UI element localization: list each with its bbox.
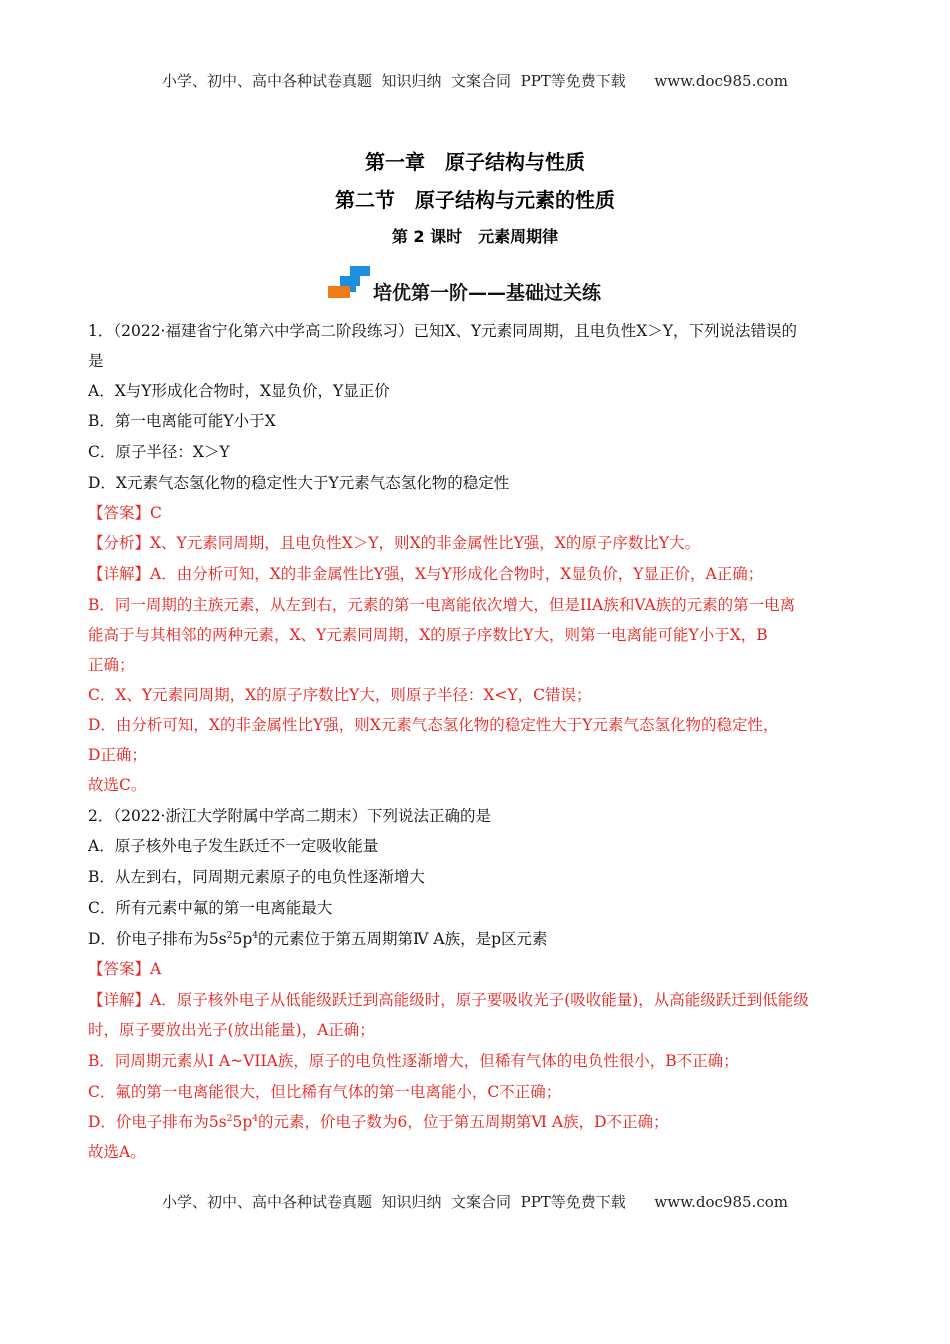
q2-detail5-mid: 5p xyxy=(232,1113,253,1131)
practice-section-title: 培优第一阶——基础过关练 xyxy=(373,282,602,304)
q1-detail-line7: D正确； xyxy=(88,746,147,764)
q2-option-a: A．原子核外电子发生跃迁不一定吸收能量 xyxy=(88,837,379,855)
q2-detail5-sup1: 2 xyxy=(226,1113,233,1124)
practice-section-heading xyxy=(326,266,646,302)
q1-option-a: A．X与Y形成化合物时，X显负价，Y显正价 xyxy=(88,382,390,400)
q2-conclusion: 故选A。 xyxy=(88,1143,146,1161)
header-banner: 小学、初中、高中各种试卷真题 知识归纳 文案合同 PPT等免费下载 www.doc985.com xyxy=(161,72,788,90)
q1-conclusion: 故选C。 xyxy=(88,776,147,794)
q2-detail-line2: 时，原子要放出光子(放出能量)，A正确； xyxy=(88,1021,375,1039)
q1-detail-line5: C．X、Y元素同周期，X的原子序数比Y大，则原子半径：X<Y，C错误； xyxy=(88,686,592,704)
section-title: 第二节 原子结构与元素的性质 xyxy=(335,188,615,212)
q2-option-d-sup2: 4 xyxy=(252,930,259,941)
q2-detail-line3: B．同周期元素从Ⅰ A~VIIA族，原子的电负性逐渐增大，但稀有气体的电负性很小，B不正确； xyxy=(88,1052,739,1070)
q2-answer: 【答案】A xyxy=(88,960,162,978)
q1-answer: 【答案】C xyxy=(88,504,162,522)
q1-detail-line1: 【详解】A．由分析可知，X的非金属性比Y强，X与Y形成化合物时，X显负价，Y显正价，A正确； xyxy=(88,565,764,583)
q2-detail-line1: 【详解】A．原子核外电子从低能级跃迁到高能级时，原子要吸收光子(吸收能量)，从高能级跃迁到低能级 xyxy=(88,991,809,1009)
footer-banner: 小学、初中、高中各种试卷真题 知识归纳 文案合同 PPT等免费下载 www.doc985.com xyxy=(161,1193,788,1211)
stair-blocks-icon xyxy=(326,266,370,302)
q2-detail5-sup2: 4 xyxy=(252,1113,259,1124)
q2-option-b: B．从左到右，同周期元素原子的电负性逐渐增大 xyxy=(88,868,425,886)
q1-option-b: B．第一电离能可能Y小于X xyxy=(88,412,276,430)
q2-option-d-pre: D．价电子排布为5s xyxy=(88,930,227,948)
q2-option-d-mid: 5p xyxy=(232,930,253,948)
q2-option-c: C．所有元素中氟的第一电离能最大 xyxy=(88,899,333,917)
q2-option-d xyxy=(88,929,548,949)
q1-stem-line2: 是 xyxy=(88,352,104,370)
q2-detail5-post: 的元素，价电子数为6，位于第五周期第Ⅵ A族，D不正确； xyxy=(258,1113,669,1131)
q2-detail-line5 xyxy=(88,1112,669,1132)
q2-detail5-pre: D．价电子排布为5s xyxy=(88,1113,227,1131)
q2-option-d-sup1: 2 xyxy=(226,930,233,941)
q1-analysis: 【分析】X、Y元素同周期，且电负性X＞Y，则X的非金属性比Y强，X的原子序数比Y大。 xyxy=(88,534,701,552)
q1-option-d: D．X元素气态氢化物的稳定性大于Y元素气态氢化物的稳定性 xyxy=(88,474,510,492)
q1-detail-line6: D．由分析可知，X的非金属性比Y强，则X元素气态氢化物的稳定性大于Y元素气态氢化物的稳定性， xyxy=(88,716,779,734)
q2-stem: 2．（2022·浙江大学附属中学高二期末）下列说法正确的是 xyxy=(88,807,491,825)
q1-detail-line2: B．同一周期的主族元素，从左到右，元素的第一电离能依次增大，但是IIA族和VA族的元素的第一电离 xyxy=(88,596,796,614)
q1-option-c: C．原子半径：X＞Y xyxy=(88,443,230,461)
q1-detail-line3: 能高于与其相邻的两种元素，X、Y元素同周期，X的原子序数比Y大，则第一电离能可能Y小于X，B xyxy=(88,626,768,644)
lesson-title: 第 2 课时 元素周期律 xyxy=(391,227,559,246)
q2-detail-line4: C．氟的第一电离能很大，但比稀有气体的第一电离能小，C不正确； xyxy=(88,1083,562,1101)
q2-option-d-post: 的元素位于第五周期第Ⅳ A族，是p区元素 xyxy=(258,930,548,948)
q1-detail-line4: 正确； xyxy=(88,656,135,674)
chapter-title: 第一章 原子结构与性质 xyxy=(365,150,585,174)
q1-stem-line1: 1．（2022·福建省宁化第六中学高二阶段练习）已知X、Y元素同周期，且电负性X＞Y，下列说法错误的 xyxy=(88,322,798,340)
